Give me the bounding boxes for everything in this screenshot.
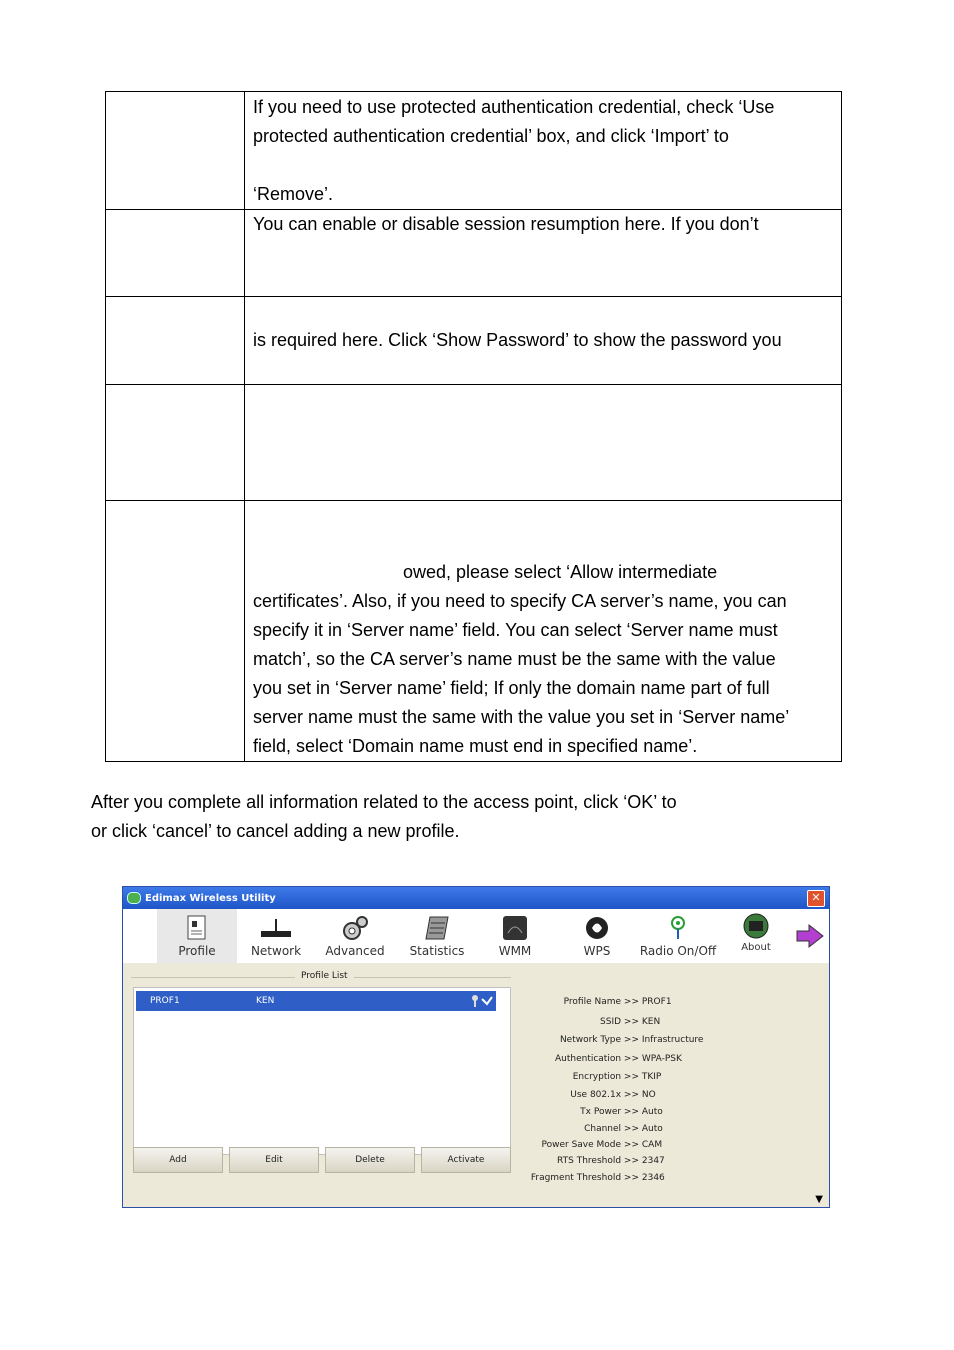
tab-label: Radio On/Off — [639, 944, 717, 958]
detail-row: Network Type >> Infrastructure — [559, 1035, 704, 1045]
detail-row: RTS Threshold >> 2347 — [557, 1156, 665, 1166]
desc-line: match’, so the CA server’s name must be the same with the value — [253, 649, 776, 669]
tab-wps[interactable] — [567, 909, 627, 963]
paragraph-line: After you complete all information related to the access point, click ‘OK’ to — [91, 792, 677, 812]
statistics-icon — [424, 915, 450, 941]
tab-label: WPS — [583, 944, 611, 958]
desc-line: If you need to use protected authentication credential, check ‘Use — [253, 97, 775, 117]
about-icon — [742, 913, 770, 939]
paragraph-line: or click ‘cancel’ to cancel adding a new profile. — [91, 821, 460, 841]
profile-name: PROF1 — [150, 996, 180, 1006]
desc-line: ‘Remove’. — [253, 184, 334, 204]
table-desc-cell — [245, 385, 842, 501]
tab-about[interactable] — [733, 909, 779, 963]
next-arrow-icon[interactable] — [795, 923, 825, 949]
tab-network[interactable] — [239, 909, 313, 963]
desc-line: server name must the same with the value you set in ‘Server name’ — [253, 707, 790, 727]
tab-label: Advanced — [325, 944, 385, 958]
desc-line — [253, 151, 833, 180]
window-titlebar[interactable] — [123, 887, 829, 909]
close-button[interactable]: ✕ — [807, 890, 825, 907]
tab-label: About — [741, 942, 771, 953]
tab-label: Profile — [178, 944, 216, 958]
wireless-utility-window — [122, 886, 830, 1208]
detail-row: Authentication >> WPA-PSK — [554, 1054, 682, 1064]
detail-row: Profile Name >> PROF1 — [563, 997, 672, 1007]
profile-list[interactable] — [133, 987, 511, 1155]
desc-line: certificates’. Also, if you need to specify CA server’s name, you can — [253, 591, 787, 611]
add-button[interactable]: Add — [133, 1147, 223, 1173]
tab-advanced[interactable] — [317, 909, 393, 963]
table-label-cell — [106, 385, 245, 501]
tab-label: Network — [250, 944, 302, 958]
advanced-icon — [340, 915, 370, 941]
detail-row: Channel >> Auto — [584, 1124, 663, 1134]
desc-line: You can enable or disable session resumption here. If you don’t — [253, 214, 759, 234]
table-desc-cell — [245, 297, 842, 385]
tab-statistics[interactable] — [399, 909, 475, 963]
desc-line: specify it in ‘Server name’ field. You can select ‘Server name must — [253, 620, 778, 640]
detail-row: SSID >> KEN — [600, 1017, 661, 1027]
table-desc-cell — [245, 92, 842, 210]
profile-ssid: KEN — [256, 996, 275, 1006]
desc-line: protected authentication credential’ box, and click ‘Import’ to — [253, 126, 729, 146]
detail-row: Use 802.1x >> NO — [570, 1090, 656, 1100]
wmm-icon — [502, 915, 528, 941]
radio-icon — [667, 915, 689, 941]
table-row[interactable] — [136, 991, 496, 1011]
table-label-cell — [106, 92, 245, 210]
wps-icon — [584, 915, 610, 941]
window-title: Edimax Wireless Utility — [145, 892, 276, 904]
tab-label: WMM — [498, 944, 532, 958]
profile-list-panel — [131, 971, 513, 1193]
tab-label: Statistics — [409, 944, 465, 958]
detail-row: Tx Power >> Auto — [580, 1107, 663, 1117]
table-label-cell — [106, 297, 245, 385]
table-label-cell — [106, 501, 245, 762]
activate-button[interactable]: Activate — [421, 1147, 511, 1173]
scroll-down-icon[interactable]: ▼ — [815, 1194, 823, 1205]
tab-profile[interactable] — [157, 909, 237, 963]
delete-button[interactable]: Delete — [325, 1147, 415, 1173]
detail-row: Fragment Threshold >> 2346 — [530, 1173, 665, 1183]
desc-line: field, select ‘Domain name must end in specified name’. — [253, 736, 698, 756]
detail-row: Encryption >> TKIP — [572, 1072, 662, 1082]
network-icon — [259, 915, 293, 941]
desc-line: owed, please select ‘Allow intermediate — [403, 562, 718, 582]
profile-icon — [185, 915, 209, 941]
edit-button[interactable]: Edit — [229, 1147, 319, 1173]
table-label-cell — [106, 210, 245, 297]
desc-line: is required here. Click ‘Show Password’ to show the password you — [253, 330, 782, 350]
desc-line: you set in ‘Server name’ field; If only the domain name part of full — [253, 678, 770, 698]
toolbar — [123, 909, 829, 963]
profile-list-title: Profile List — [295, 971, 354, 981]
app-icon — [127, 892, 141, 904]
table-desc-cell — [245, 210, 842, 297]
table-desc-cell — [245, 501, 842, 762]
tab-radio[interactable] — [633, 909, 723, 963]
settings-table — [105, 91, 842, 762]
detail-row: Power Save Mode >> CAM — [541, 1140, 663, 1150]
tab-wmm[interactable] — [485, 909, 545, 963]
connected-status-icon — [470, 994, 494, 1008]
